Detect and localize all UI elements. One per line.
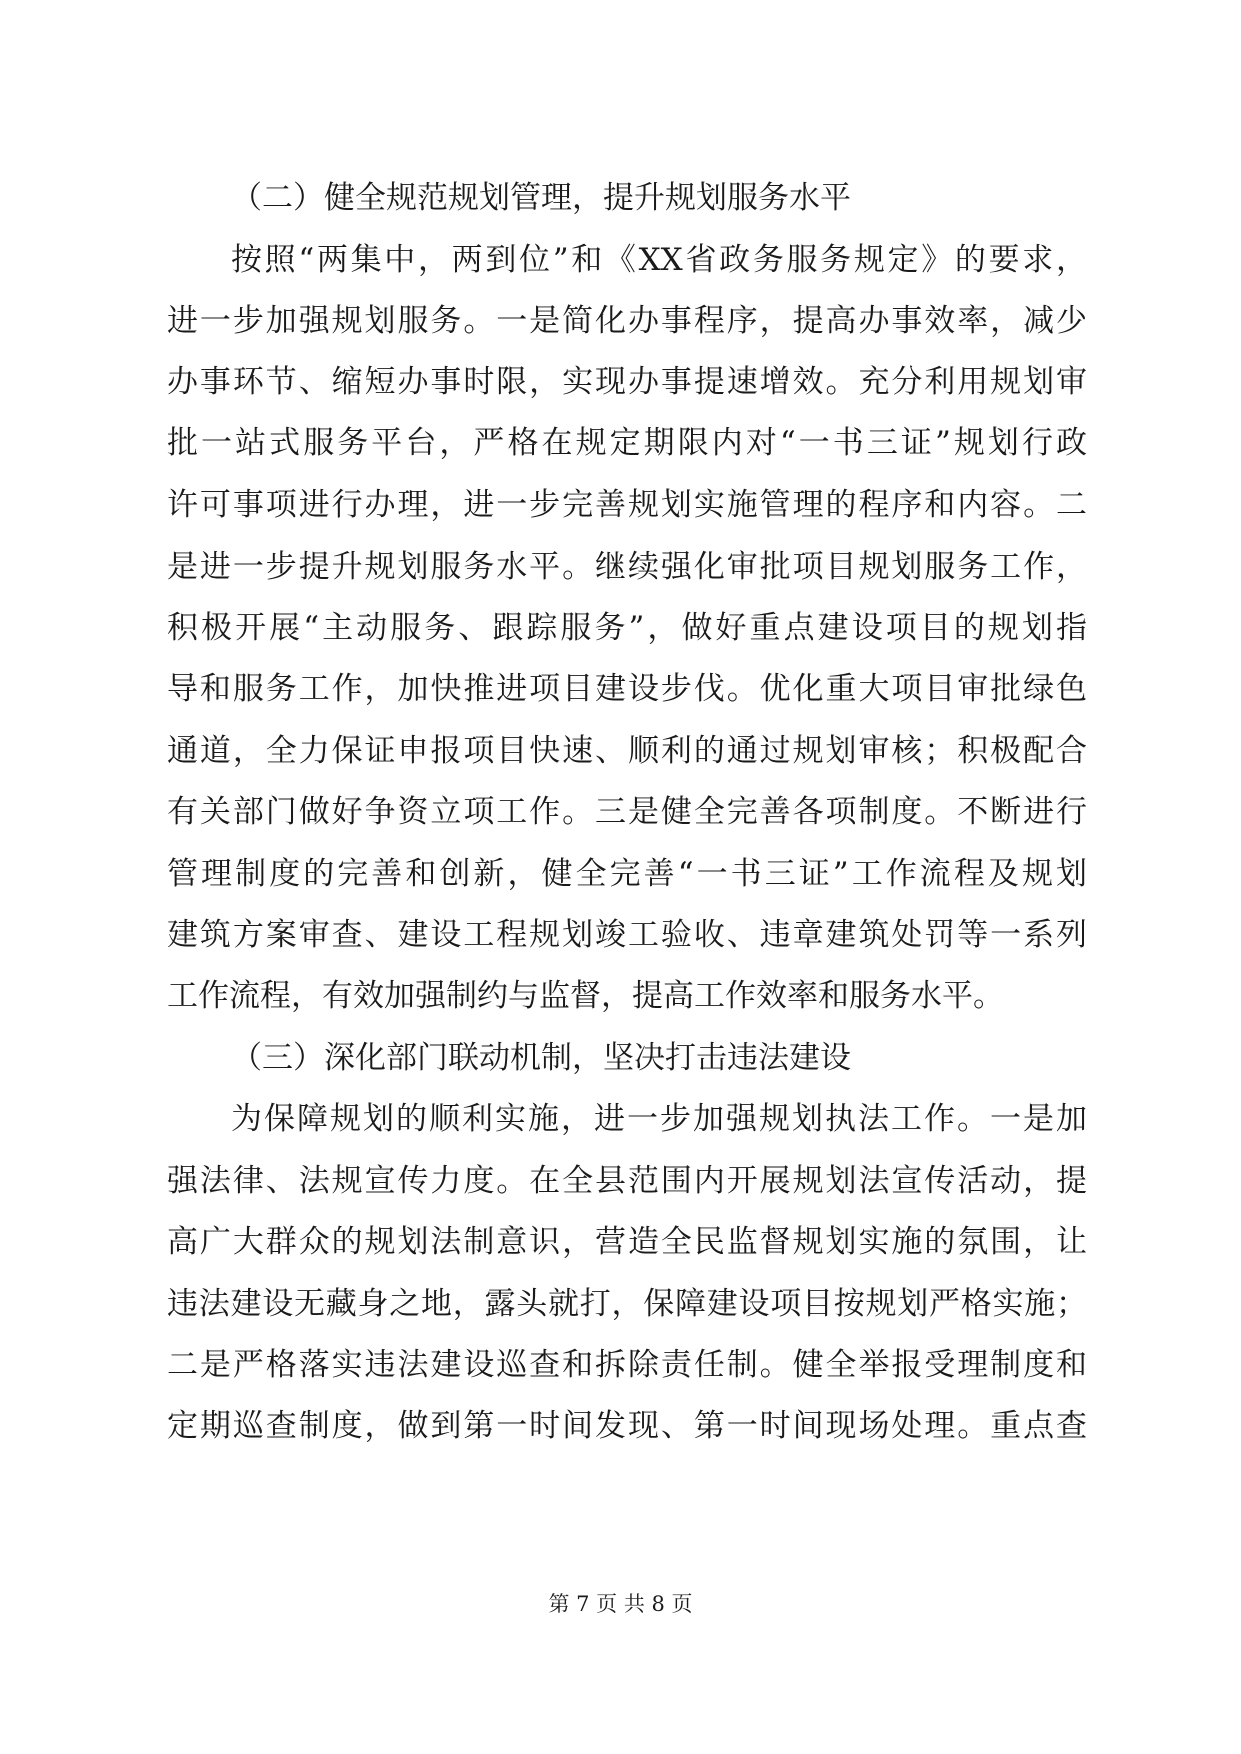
paragraph-line: 导和服务工作，加快推进项目建设步伐。优化重大项目审批绿色	[167, 671, 1087, 707]
paragraph-line: 是进一步提升规划服务水平。继续强化审批项目规划服务工作，	[167, 549, 1087, 585]
paragraph-line: 强法律、法规宣传力度。在全县范围内开展规划法宣传活动，提	[167, 1163, 1087, 1199]
paragraph-line: 批一站式服务平台，严格在规定期限内对“一书三证”规划行政	[167, 425, 1087, 461]
section-heading-3: （三）深化部门联动机制，坚决打击违法建设	[231, 1040, 851, 1076]
paragraph-line: 违法建设无藏身之地，露头就打，保障建设项目按规划严格实施；	[167, 1286, 1087, 1322]
paragraph-line: 许可事项进行办理，进一步完善规划实施管理的程序和内容。二	[167, 487, 1087, 523]
paragraph-line: 为保障规划的顺利实施，进一步加强规划执法工作。一是加	[231, 1101, 1087, 1137]
paragraph-line: 高广大群众的规划法制意识，营造全民监督规划实施的氛围，让	[167, 1224, 1087, 1260]
paragraph-line: 通道，全力保证申报项目快速、顺利的通过规划审核；积极配合	[167, 733, 1087, 769]
page-number-footer: 第 7 页 共 8 页	[548, 1592, 693, 1616]
paragraph-line: 积极开展“主动服务、跟踪服务”，做好重点建设项目的规划指	[167, 610, 1087, 646]
paragraph-line: 办事环节、缩短办事时限，实现办事提速增效。充分利用规划审	[167, 364, 1087, 400]
section-heading-2: （二）健全规范规划管理，提升规划服务水平	[231, 180, 851, 216]
paragraph-line: 管理制度的完善和创新，健全完善“一书三证”工作流程及规划	[167, 856, 1087, 892]
paragraph-line: 按照“两集中，两到位”和《XX省政务服务规定》的要求，	[231, 242, 1087, 278]
paragraph-line: 进一步加强规划服务。一是简化办事程序，提高办事效率，减少	[167, 303, 1087, 339]
paragraph-line: 有关部门做好争资立项工作。三是健全完善各项制度。不断进行	[167, 794, 1087, 830]
paragraph-line: 二是严格落实违法建设巡查和拆除责任制。健全举报受理制度和	[167, 1347, 1087, 1383]
paragraph-line: 建筑方案审查、建设工程规划竣工验收、违章建筑处罚等一系列	[167, 917, 1087, 953]
paragraph-line: 定期巡查制度，做到第一时间发现、第一时间现场处理。重点查	[167, 1408, 1087, 1444]
paragraph-line: 工作流程，有效加强制约与监督，提高工作效率和服务水平。	[167, 978, 1004, 1014]
